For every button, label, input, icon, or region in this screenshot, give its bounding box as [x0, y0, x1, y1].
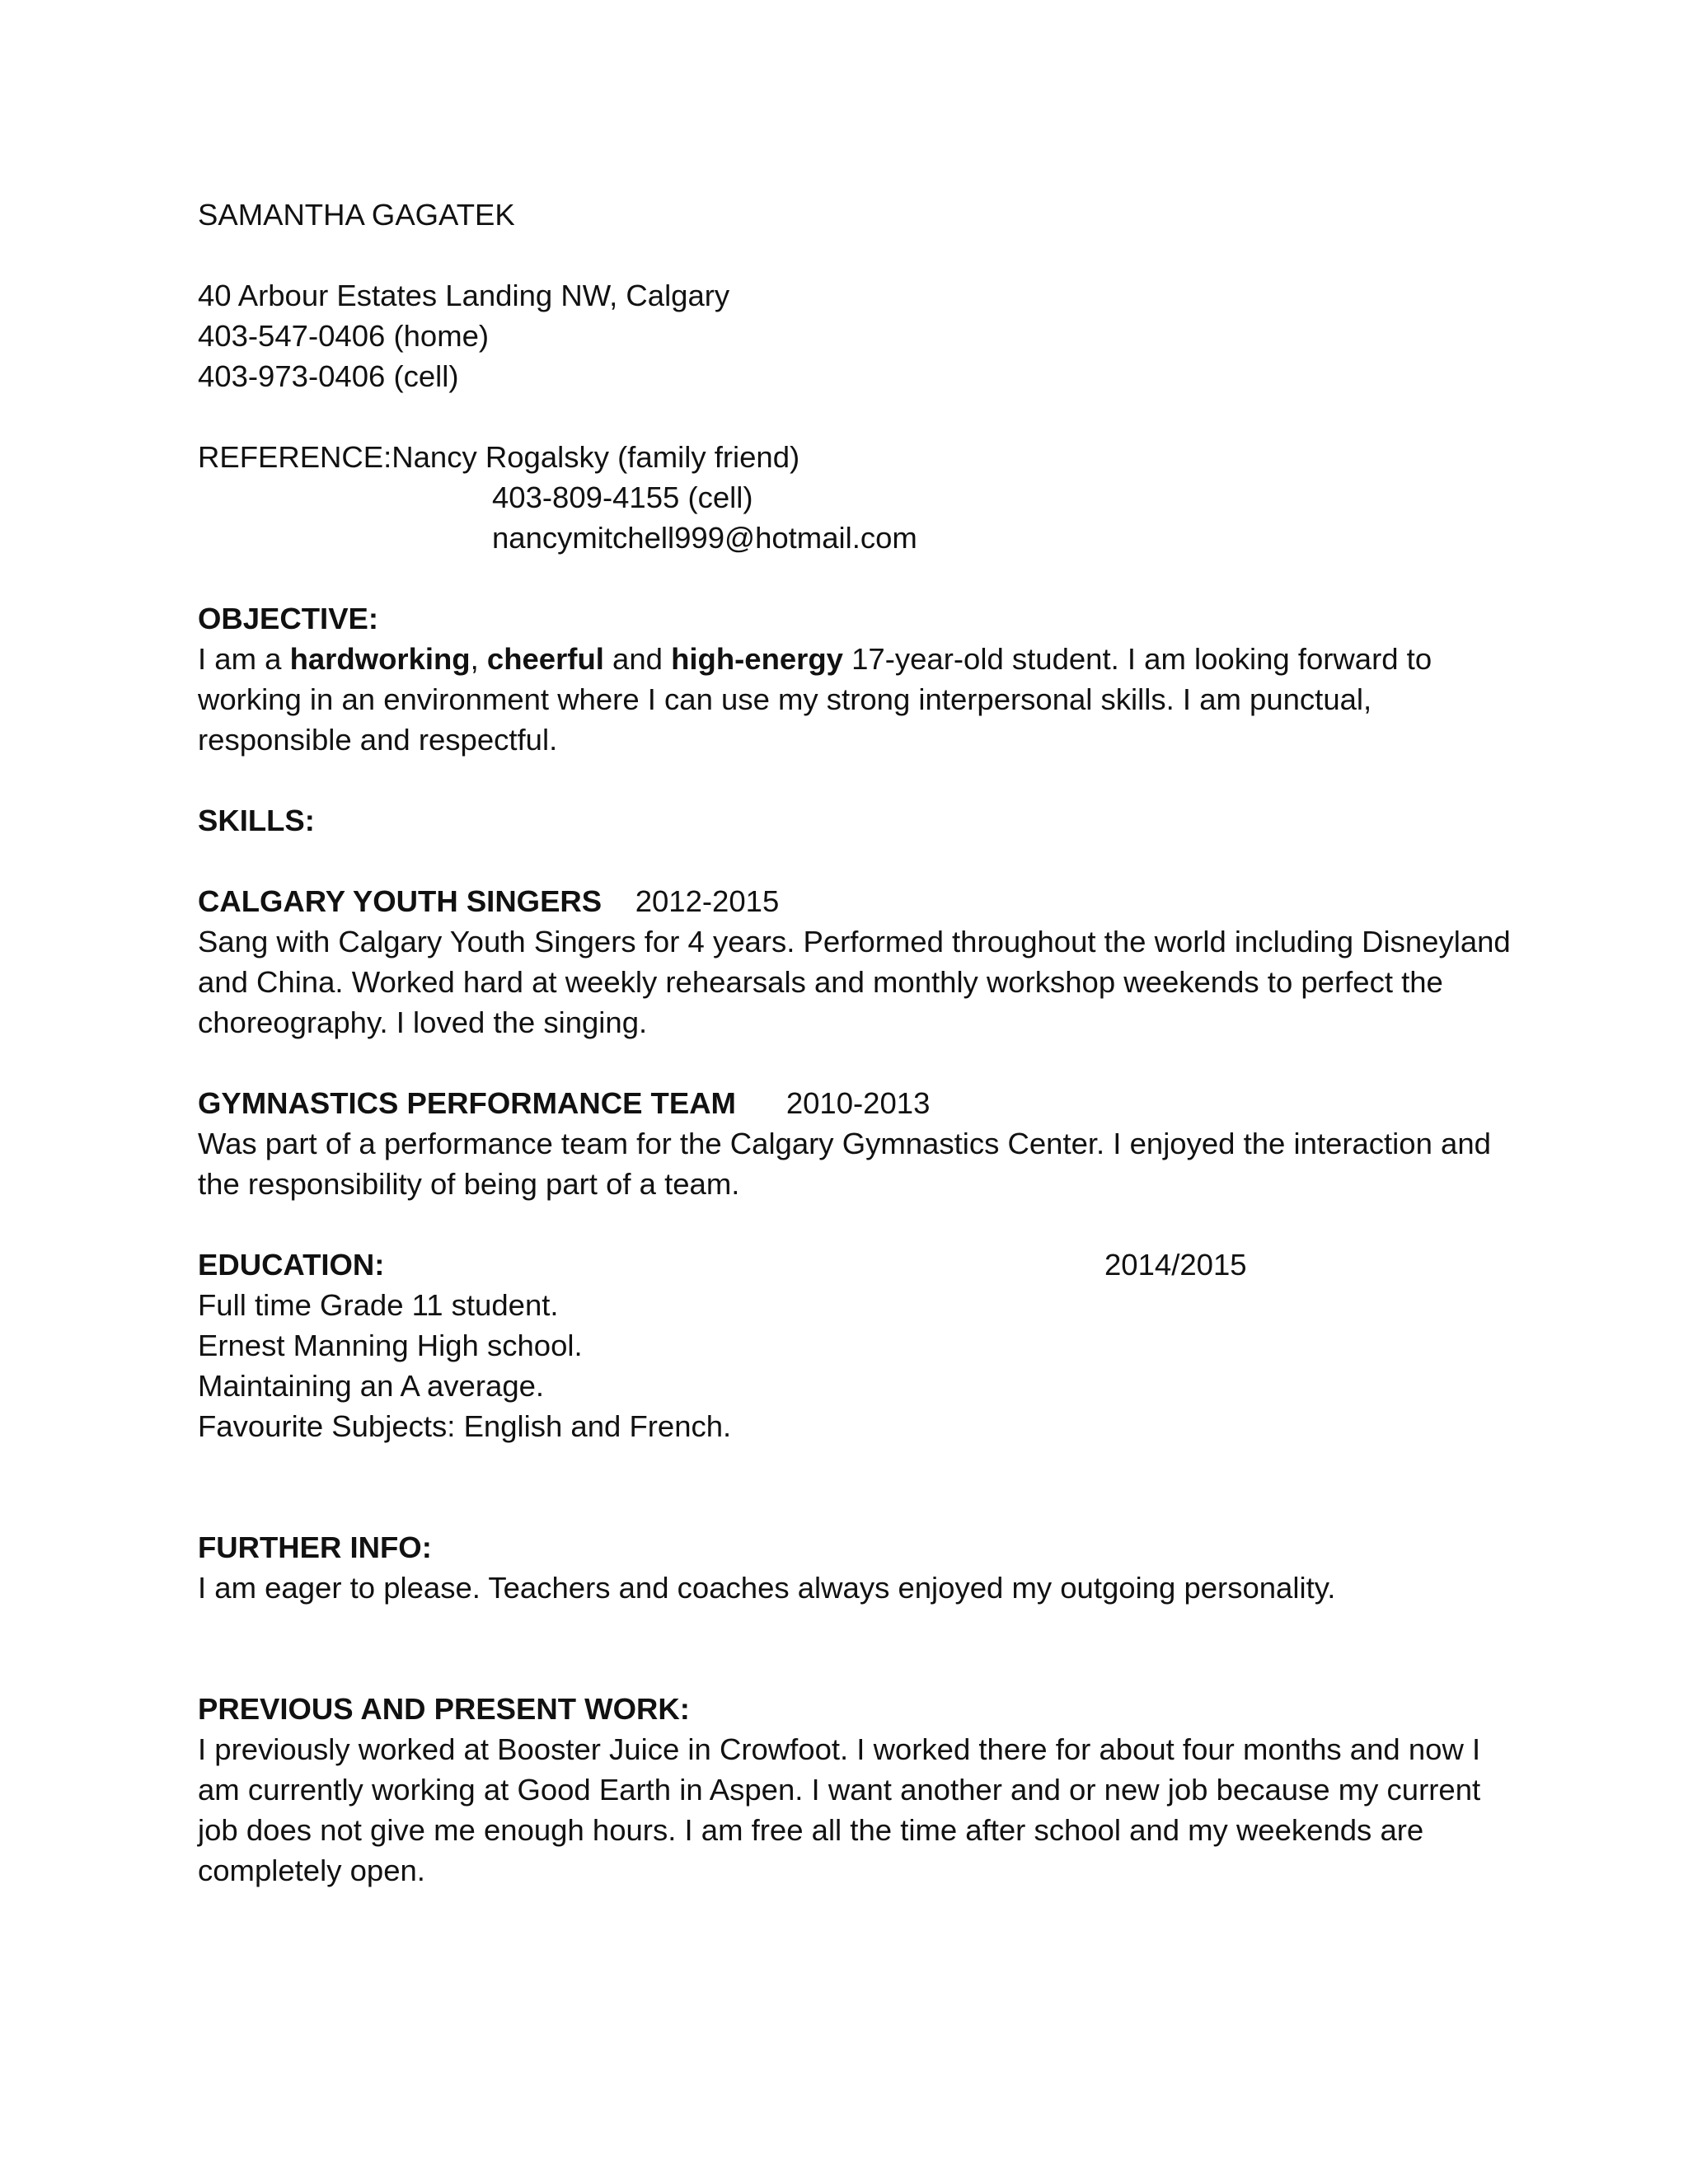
further-info-text: I am eager to please. Teachers and coaches always enjoyed my outgoing personality.	[198, 1571, 1336, 1605]
spacer	[198, 1608, 1517, 1689]
further-info-heading: FURTHER INFO:	[198, 1530, 432, 1564]
skill-title: CALGARY YOUTH SINGERS	[198, 884, 603, 918]
reference-section	[198, 437, 1517, 477]
reference-email: nancymitchell999@hotmail.com	[492, 521, 917, 555]
work-heading: PREVIOUS AND PRESENT WORK:	[198, 1692, 690, 1726]
phone-home: 403-547-0406 (home)	[198, 319, 490, 353]
spacer	[198, 1204, 1517, 1244]
skill-title-row	[198, 1083, 1517, 1123]
spacer	[198, 396, 1517, 437]
spacer	[198, 841, 1517, 881]
spacer	[198, 1043, 1517, 1083]
education-heading-row	[198, 1244, 1517, 1285]
education-line: Favourite Subjects: English and French.	[198, 1409, 732, 1443]
spacer	[198, 760, 1517, 800]
skill-years: 2012-2015	[635, 884, 780, 918]
spacer	[198, 235, 1517, 275]
skill-title: GYMNASTICS PERFORMANCE TEAM	[198, 1086, 736, 1120]
education-line: Full time Grade 11 student.	[198, 1288, 559, 1322]
spacer	[198, 1446, 1517, 1527]
skill-years: 2010-2013	[785, 1086, 931, 1120]
spacer	[198, 558, 1517, 598]
education-heading: EDUCATION:	[198, 1248, 385, 1282]
reference-label: REFERENCE:	[198, 440, 392, 474]
objective-text: I am a hardworking, cheerful and high-energy 17-year-old student. I am looking forward to working in an environment where I can use my strong interpersonal skills. I am punctual, responsible and respectful.	[198, 642, 1432, 757]
reference-phone: 403-809-4155 (cell)	[492, 480, 753, 514]
education-line: Ernest Manning High school.	[198, 1329, 583, 1362]
resume-document	[198, 194, 1517, 1891]
education-line: Maintaining an A average.	[198, 1369, 545, 1403]
skills-heading: SKILLS:	[198, 804, 315, 837]
skill-description: Was part of a performance team for the Calgary Gymnastics Center. I enjoyed the interaction and the responsibility of being part of a team.	[198, 1127, 1491, 1201]
skill-description: Sang with Calgary Youth Singers for 4 years. Performed throughout the world including Disneyland and China. Worked hard at weekly rehearsals and monthly workshop weekends to perfect the choreography. I loved the singing.	[198, 925, 1511, 1039]
work-text: I previously worked at Booster Juice in Crowfoot. I worked there for about four months and now I am currently working at Good Earth in Aspen. I want another and or new job because my current job does not give me enough hours. I am free all the time after school and my weekends are completely open.	[198, 1732, 1481, 1887]
phone-cell: 403-973-0406 (cell)	[198, 359, 459, 393]
applicant-name: SAMANTHA GAGATEK	[198, 198, 515, 232]
address: 40 Arbour Estates Landing NW, Calgary	[198, 279, 730, 312]
reference-name: Nancy Rogalsky (family friend)	[392, 440, 800, 474]
skill-title-row	[198, 881, 1517, 921]
objective-heading: OBJECTIVE:	[198, 602, 379, 635]
education-year: 2014/2015	[1104, 1248, 1247, 1282]
